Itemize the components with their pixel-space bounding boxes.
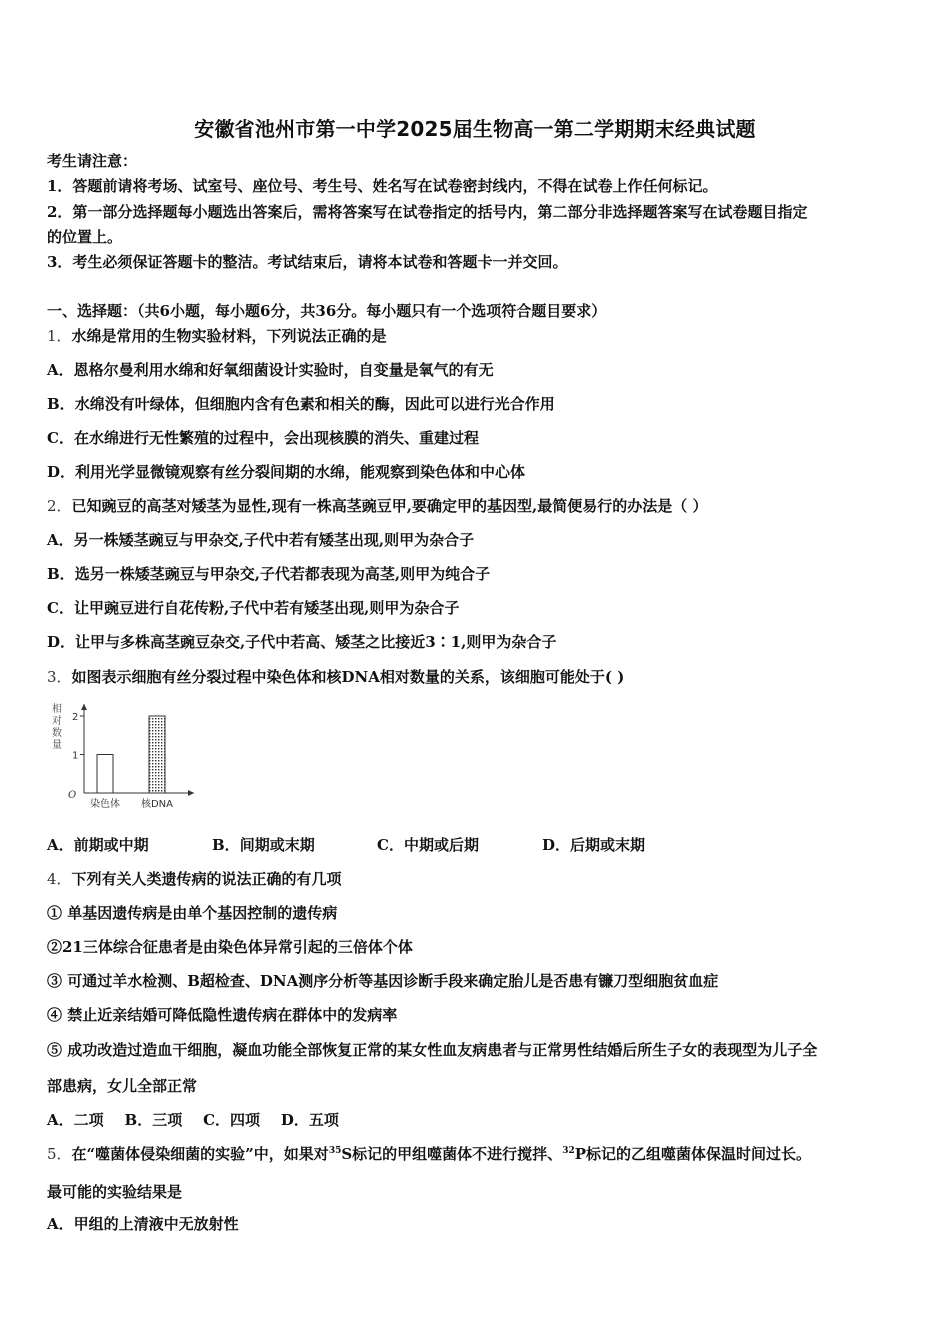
statement: ⑤ 成功改造过造血干细胞，凝血功能全部恢复正常的某女性血友病患者与正常男性结婚后所生子女的表现型为儿子全 — [47, 1041, 818, 1059]
bar-dna — [149, 716, 165, 793]
y-axis-label: 相 — [52, 704, 62, 715]
notice-item: 2．第一部分选择题每小题选出答案后，需将答案写在试卷指定的括号内，第二部分非选择题答案写在试卷题目指定 — [47, 203, 808, 221]
option-text: 另一株矮茎豌豆与甲杂交,子代中若有矮茎出现,则甲为杂合子 — [73, 531, 475, 549]
option-label: B． — [47, 565, 75, 583]
notice-item: 的位置上。 — [47, 228, 123, 246]
option-d — [542, 836, 645, 854]
statement: ④ 禁止近亲结婚可降低隐性遗传病在群体中的发病率 — [47, 1006, 398, 1024]
question-5-stem — [47, 1145, 811, 1163]
statement: ②21三体综合征患者是由染色体异常引起的三倍体个体 — [47, 938, 413, 956]
option-label: D． — [47, 463, 76, 481]
option-label: C． — [47, 429, 74, 447]
bar-chart — [44, 700, 204, 815]
option-a — [47, 836, 212, 854]
isotope-mass: 32 — [562, 1146, 575, 1156]
option-text: 在水绵进行无性繁殖的过程中，会出现核膜的消失、重建过程 — [73, 429, 479, 447]
y-tick-label: 2 — [72, 712, 79, 723]
option-text: 恩格尔曼利用水绵和好氧细菌设计实验时，自变量是氧气的有无 — [73, 361, 494, 379]
option-label: B． — [212, 836, 240, 854]
option-text: 甲组的上清液中无放射性 — [73, 1215, 239, 1233]
question-number: 5． — [47, 1145, 72, 1163]
y-axis-arrow — [81, 704, 87, 710]
statement: ③ 可通过羊水检测、B超检查、DNA测序分析等基因诊断手段来确定胎儿是否患有镰刀型细胞贫血症 — [47, 972, 719, 990]
question-4-stem — [47, 870, 342, 888]
statement: ① 单基因遗传病是由单个基因控制的遗传病 — [47, 904, 338, 922]
option-label: A． — [47, 361, 74, 379]
question-text: 在“噬菌体侵染细菌的实验”中，如果对 — [71, 1145, 329, 1163]
question-text: 已知豌豆的高茎对矮茎为显性,现有一株高茎豌豆甲,要确定甲的基因型,最简便易行的办法是（ ） — [71, 497, 708, 515]
option-b — [212, 836, 377, 854]
option-a — [47, 531, 474, 549]
y-axis-label: 量 — [52, 740, 62, 751]
origin-label: O — [68, 790, 77, 801]
option-text: 让甲豌豆进行自花传粉,子代中若有矮茎出现,则甲为杂合子 — [73, 599, 460, 617]
option-c — [47, 429, 479, 447]
page-title: 安徽省池州市第一中学2025届生物高一第二学期期末经典试题 — [194, 117, 756, 141]
option-text: 水绵没有叶绿体，但细胞内含有色素和相关的酶，因此可以进行光合作用 — [74, 395, 555, 413]
option-b — [47, 395, 555, 413]
notice-item: 1．答题前请将考场、试室号、座位号、考生号、姓名写在试卷密封线内，不得在试卷上作任何标记。 — [47, 177, 718, 195]
option-text: 前期或中期 — [73, 836, 149, 854]
option-a — [47, 1215, 239, 1233]
question-2-stem — [47, 497, 707, 515]
option-text: 中期或后期 — [403, 836, 479, 854]
bar-chromosome — [97, 755, 113, 794]
option-text: 间期或末期 — [239, 836, 315, 854]
y-axis-label: 对 — [52, 716, 62, 727]
option-c — [377, 836, 542, 854]
option-label: C． — [377, 836, 404, 854]
option-a — [47, 361, 494, 379]
option-text: 让甲与多株高茎豌豆杂交,子代中若高、矮茎之比接近3∶1,则甲为杂合子 — [75, 633, 557, 651]
question-number: 1． — [47, 327, 72, 345]
option-c — [47, 599, 459, 617]
x-category-label: 染色体 — [90, 799, 120, 810]
x-category-label: 核DNA — [140, 799, 174, 810]
option-d — [47, 463, 525, 481]
question-text: 如图表示细胞有丝分裂过程中染色体和核DNA相对数量的关系，该细胞可能处于( ) — [71, 668, 625, 686]
option-d — [47, 633, 556, 651]
question-text: P标记的乙组噬菌体保温时间过长。 — [574, 1145, 811, 1163]
y-axis-label: 数 — [52, 728, 62, 739]
y-tick-label: 1 — [72, 750, 79, 762]
x-axis-arrow — [188, 790, 194, 796]
option-text: 利用光学显微镜观察有丝分裂间期的水绵，能观察到染色体和中心体 — [75, 463, 526, 481]
option-label: A． — [47, 836, 74, 854]
notice-heading: 考生请注意： — [47, 152, 138, 170]
option-label: D． — [542, 836, 571, 854]
section-heading: 一、选择题：（共6小题，每小题6分，共36分。每小题只有一个选项符合题目要求） — [47, 302, 607, 320]
option-label: A． — [47, 531, 74, 549]
option-label: D． — [47, 633, 76, 651]
question-4-options: A．二项 B．三项 C．四项 D．五项 — [47, 1111, 339, 1129]
question-3-stem — [47, 668, 624, 686]
option-label: C． — [47, 599, 74, 617]
question-number: 2． — [47, 497, 72, 515]
question-1-stem — [47, 327, 387, 345]
question-5-stem-continued: 最可能的实验结果是 — [47, 1183, 183, 1201]
question-3-options — [47, 836, 645, 854]
question-text: 下列有关人类遗传病的说法正确的有几项 — [71, 870, 342, 888]
question-number: 3． — [47, 668, 72, 686]
notice-item: 3．考生必须保证答题卡的整洁。考试结束后，请将本试卷和答题卡一并交回。 — [47, 253, 568, 271]
option-text: 选另一株矮茎豌豆与甲杂交,子代若都表现为高茎,则甲为纯合子 — [74, 565, 491, 583]
option-label: A． — [47, 1215, 74, 1233]
question-text: S标记的甲组噬菌体不进行搅拌、 — [341, 1145, 563, 1163]
question-number: 4． — [47, 870, 72, 888]
option-text: 后期或末期 — [570, 836, 646, 854]
question-text: 水绵是常用的生物实验材料，下列说法正确的是 — [71, 327, 387, 345]
isotope-mass: 35 — [328, 1146, 342, 1156]
statement-continued: 部患病，女儿全部正常 — [47, 1077, 198, 1095]
option-b — [47, 565, 490, 583]
option-label: B． — [47, 395, 75, 413]
